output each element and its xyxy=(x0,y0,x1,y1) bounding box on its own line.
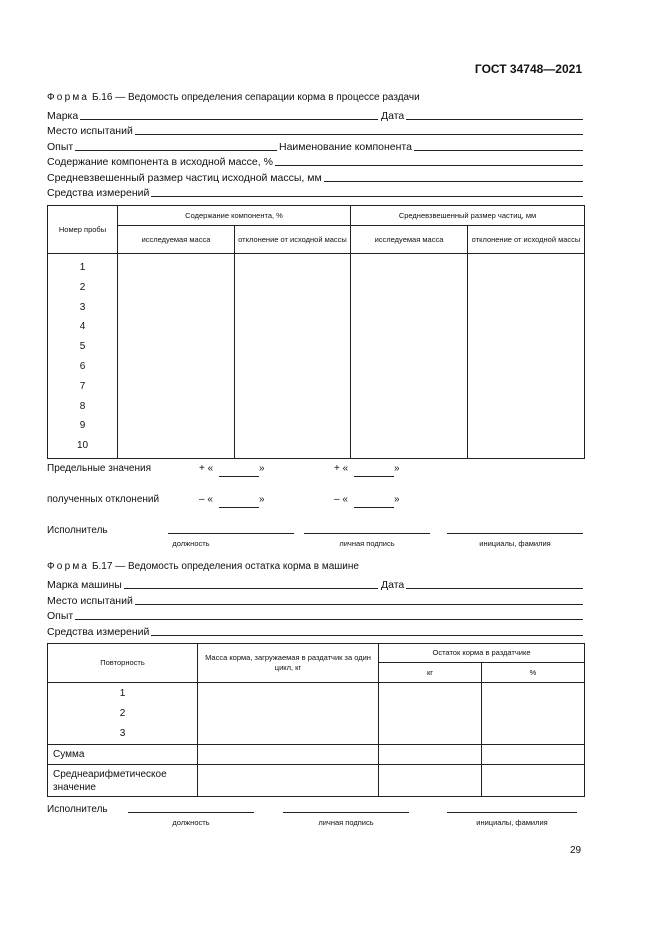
form16-title xyxy=(47,92,420,103)
form17-title xyxy=(47,561,359,572)
field-content[interactable] xyxy=(47,156,583,168)
data-cell-deviation-2[interactable] xyxy=(468,254,585,459)
sum-row-label: Сумма xyxy=(48,745,198,765)
form16-title-text: Б.16 — Ведомость определения сепарации корма в процессе раздачи xyxy=(91,92,420,103)
data-cell-percent[interactable] xyxy=(482,683,585,745)
header-feed-mass: Масса корма, загружаемая в раздатчик за один цикл, кг xyxy=(198,644,379,683)
limit-plus-2-prefix: + « xyxy=(334,463,349,474)
field-trial[interactable] xyxy=(47,141,277,153)
mean-row-label: Среднеарифметическое значение xyxy=(48,765,198,797)
data-cell-kg[interactable] xyxy=(379,683,482,745)
field-component-name-label: Наименование компонента xyxy=(279,141,412,153)
header-deviation-1: отклонение от исходной массы xyxy=(235,226,351,254)
data-cell-studied-mass-1[interactable] xyxy=(118,254,235,459)
sum-cell-feed-mass[interactable] xyxy=(198,745,379,765)
header-avg-particle-size: Средневзвешенный размер частиц, мм xyxy=(351,206,585,226)
field-place-label: Место испытаний xyxy=(47,125,133,137)
limit-minus-1-close: » xyxy=(259,494,265,505)
executor-label-2: Исполнитель xyxy=(47,804,108,815)
field-place-17-label: Место испытаний xyxy=(47,595,133,607)
position-line-1[interactable] xyxy=(168,533,294,534)
limit-plus-2-blank[interactable] xyxy=(354,476,394,477)
sample-row: 10 xyxy=(76,440,89,452)
sample-row: 5 xyxy=(79,341,86,353)
field-instruments[interactable] xyxy=(47,187,583,199)
field-place[interactable] xyxy=(47,125,583,137)
name-caption-1: инициалы, фамилия xyxy=(479,539,551,548)
sample-row: 6 xyxy=(79,360,86,372)
standard-number: ГОСТ 34748—2021 xyxy=(474,62,582,76)
sample-row: 3 xyxy=(79,301,86,313)
limit-plus-1-blank[interactable] xyxy=(219,476,259,477)
field-avg-size[interactable] xyxy=(47,172,583,184)
field-machine-brand[interactable] xyxy=(47,579,378,591)
field-component-name[interactable] xyxy=(279,141,583,153)
limit-minus-2-close: » xyxy=(394,494,400,505)
field-instruments-17[interactable] xyxy=(47,626,583,638)
sum-cell-percent[interactable] xyxy=(482,745,585,765)
form17-title-text: Б.17 — Ведомость определения остатка корма в машине xyxy=(91,561,359,572)
field-trial-17[interactable] xyxy=(47,610,583,622)
repeat-row: 3 xyxy=(119,727,126,739)
repeat-column xyxy=(48,683,198,745)
field-date-17[interactable] xyxy=(381,579,583,591)
mean-cell-percent[interactable] xyxy=(482,765,585,797)
header-kg: кг xyxy=(379,663,482,683)
limit-minus-2-blank[interactable] xyxy=(354,507,394,508)
name-line-1[interactable] xyxy=(447,533,583,534)
sample-row: 8 xyxy=(79,400,86,412)
form17-title-prefix: Форма xyxy=(47,561,90,572)
field-brand-label: Марка xyxy=(47,110,79,122)
header-deviation-2: отклонение от исходной массы xyxy=(468,226,585,254)
sample-number-column xyxy=(48,254,118,459)
page-number: 29 xyxy=(570,845,582,856)
sample-row: 9 xyxy=(79,420,86,432)
data-cell-studied-mass-2[interactable] xyxy=(351,254,468,459)
field-content-label: Содержание компонента в исходной массе, % xyxy=(47,156,273,168)
limit-minus-1-blank[interactable] xyxy=(219,507,259,508)
header-feed-rest: Остаток корма в раздатчике xyxy=(379,644,585,663)
signature-caption-2: личная подпись xyxy=(318,818,374,827)
form16-table xyxy=(47,205,585,459)
field-date-label: Дата xyxy=(381,110,405,122)
limit-plus-2-close: » xyxy=(394,463,400,474)
limit-minus-1-prefix: – « xyxy=(199,494,213,505)
data-cell-feed-mass[interactable] xyxy=(198,683,379,745)
field-instruments-17-label: Средства измерений xyxy=(47,626,150,638)
field-machine-brand-label: Марка машины xyxy=(47,579,122,591)
field-place-17[interactable] xyxy=(47,595,583,607)
sum-cell-kg[interactable] xyxy=(379,745,482,765)
sample-row: 7 xyxy=(79,380,86,392)
position-line-2[interactable] xyxy=(128,812,254,813)
field-trial-label: Опыт xyxy=(47,141,74,153)
limit-plus-1-close: » xyxy=(259,463,265,474)
field-instruments-label: Средства измерений xyxy=(47,187,150,199)
field-date[interactable] xyxy=(381,110,583,122)
executor-label-1: Исполнитель xyxy=(47,525,108,536)
repeat-row: 1 xyxy=(119,688,126,699)
sample-row: 1 xyxy=(79,262,86,273)
data-cell-deviation-1[interactable] xyxy=(235,254,351,459)
mean-cell-kg[interactable] xyxy=(379,765,482,797)
field-date-17-label: Дата xyxy=(381,579,405,591)
limit-plus-1-prefix: + « xyxy=(199,463,214,474)
header-studied-mass-2: исследуемая масса xyxy=(351,226,468,254)
limits-label-2: полученных отклонений xyxy=(47,494,160,505)
mean-cell-feed-mass[interactable] xyxy=(198,765,379,797)
header-component-content: Содержание компонента, % xyxy=(118,206,351,226)
name-line-2[interactable] xyxy=(447,812,577,813)
header-repeat: Повторность xyxy=(48,644,198,683)
field-brand[interactable] xyxy=(47,110,378,122)
sample-row: 2 xyxy=(79,281,86,293)
header-sample-number: Номер пробы xyxy=(48,206,118,254)
form16-title-prefix: Форма xyxy=(47,92,90,103)
position-caption-2: должность xyxy=(172,818,210,827)
header-percent: % xyxy=(482,663,585,683)
name-caption-2: инициалы, фамилия xyxy=(476,818,548,827)
signature-line-2[interactable] xyxy=(283,812,409,813)
limit-minus-2-prefix: – « xyxy=(334,494,348,505)
position-caption-1: должность xyxy=(172,539,210,548)
sample-row: 4 xyxy=(79,321,86,333)
field-avg-size-label: Средневзвешенный размер частиц исходной массы, мм xyxy=(47,172,322,184)
signature-caption-1: личная подпись xyxy=(339,539,395,548)
form17-table xyxy=(47,643,585,797)
limits-label-1: Предельные значения xyxy=(47,463,151,474)
signature-line-1[interactable] xyxy=(304,533,430,534)
header-studied-mass-1: исследуемая масса xyxy=(118,226,235,254)
repeat-row: 2 xyxy=(119,707,126,719)
field-trial-17-label: Опыт xyxy=(47,610,74,622)
